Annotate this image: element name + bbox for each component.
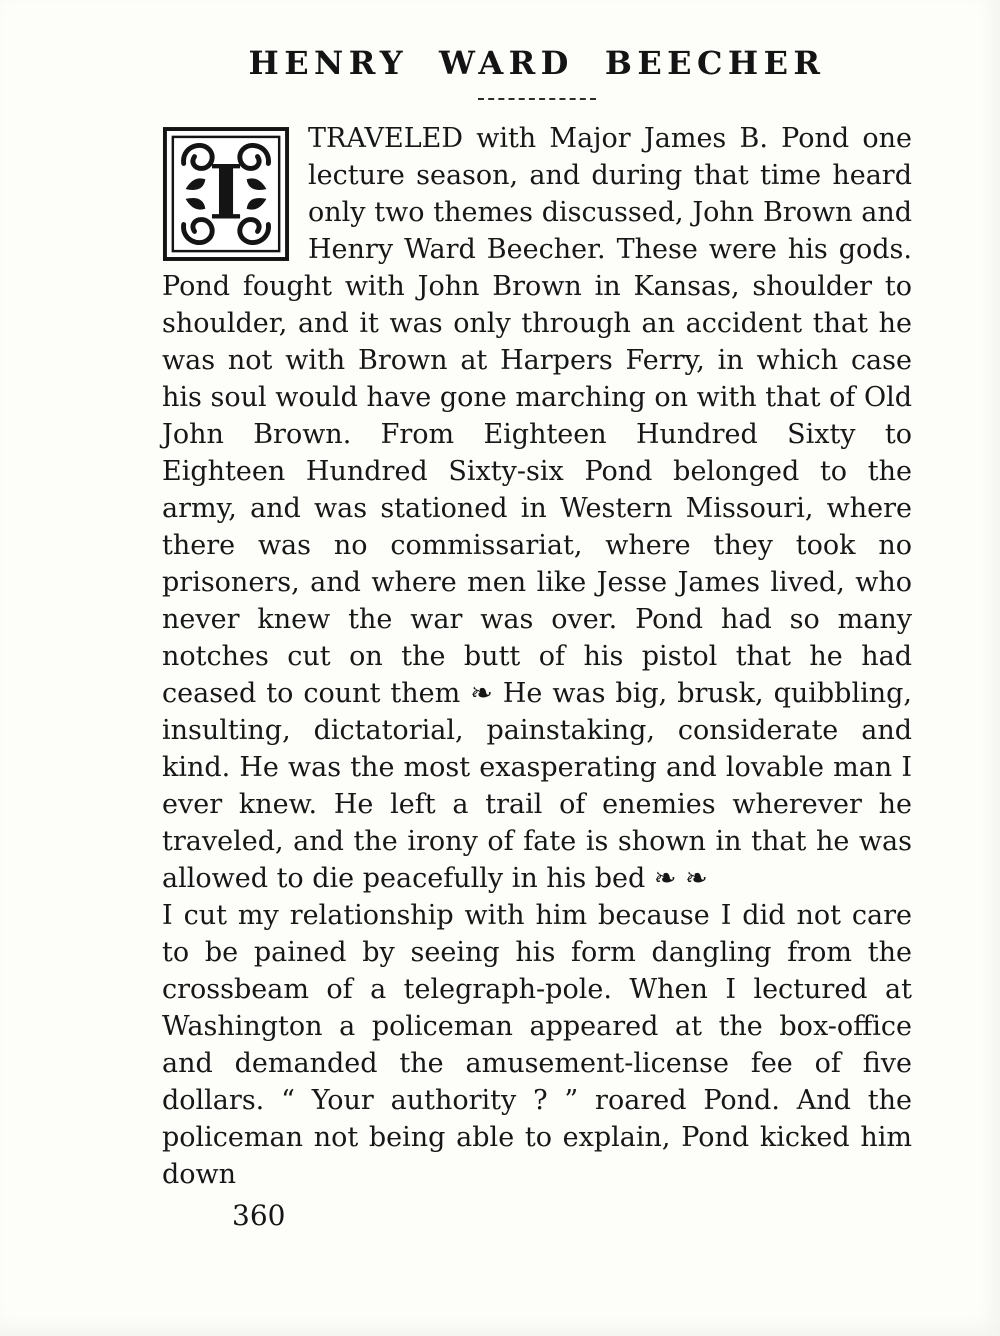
paragraph: I cut my relationship with him because I did not care to be pained by seeing his form dangling from the crossbeam of a telegraph-pole. When I lectured at Washington a policeman appeared at the box-office and demanded the amusement-license fee of five dollars. “ Your authority ? ” roared Pond. And the policeman not being able to explain, Pond kicked him down: [162, 900, 912, 1190]
drop-cap-letter: I: [208, 148, 244, 237]
title-rule: [478, 98, 596, 100]
page-content: [162, 44, 912, 1234]
body-text: [162, 120, 912, 1234]
drop-cap-ornament-icon: [162, 125, 290, 263]
paragraph: [162, 120, 912, 897]
paragraph-text: TRAVELED with Major James B. Pond one lecture season, and during that time heard only two themes discussed, John Brown and Henry Ward Beecher. These were his gods. Pond fought with John Brown in Kansas, shoulder to shoulder, and it was only through an accident that he was not with Brown at Harpers Ferry, in which case his soul would have gone marching on with that of Old John Brown. From Eighteen Hundred Sixty to Eighteen Hundred Sixty-six Pond belonged to the army, and was stationed in Western Missouri, where there was no commissariat, where they took no prisoners, and where men like Jesse James lived, who never knew the war was over. Pond had so many notches cut on the butt of his pistol that he had ceased to count them ❧ He was big, brusk, quibbling, insulting, dictatorial, painstaking, considerate and kind. He was the most exasperating and lovable man I ever knew. He left a trail of enemies wherever he traveled, and the irony of fate is shown in that he was allowed to die peacefully in his bed ❧ ❧: [162, 123, 912, 894]
page-number: 360: [232, 1199, 286, 1232]
page-title: HENRY WARD BEECHER: [248, 44, 826, 82]
